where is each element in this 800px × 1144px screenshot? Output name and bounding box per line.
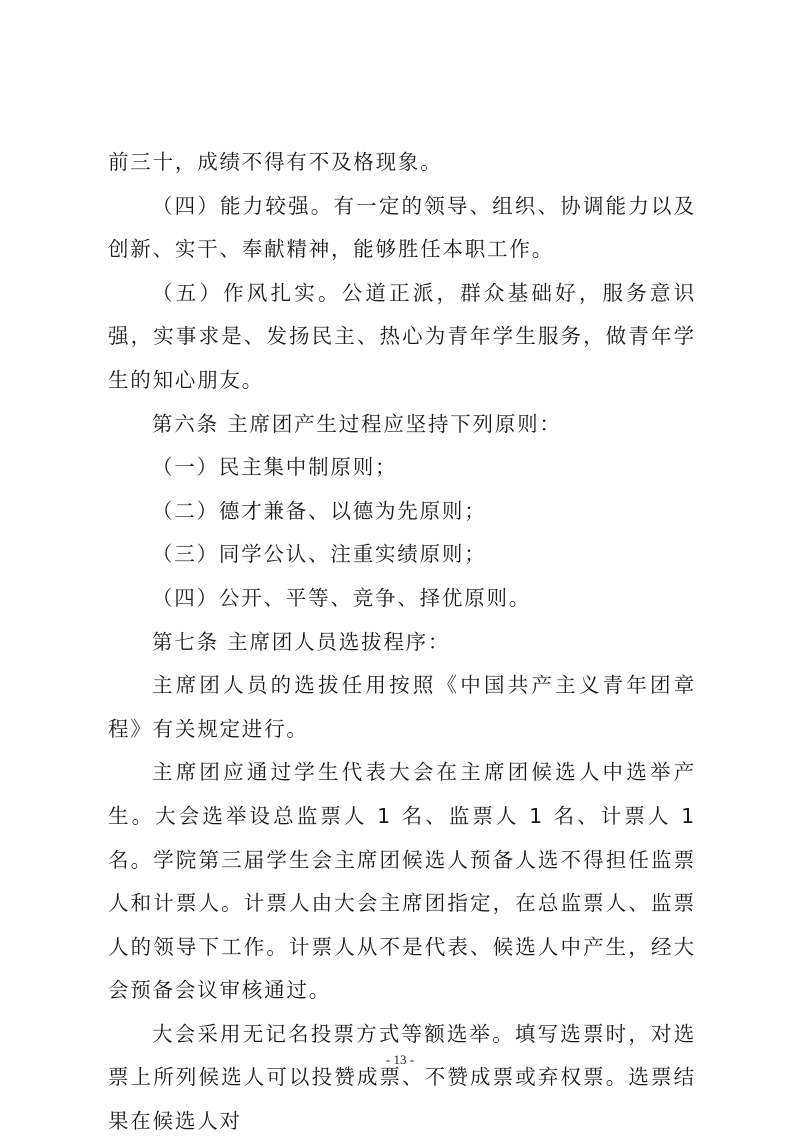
paragraph-2: （四）能力较强。有一定的领导、组织、协调能力以及创新、实干、奉献精神，能够胜任本职工作。: [108, 193, 696, 262]
principle-4: （四）公开、平等、竞争、择优原则。: [152, 585, 532, 610]
principle-3: （三）同学公认、注重实绩原则；: [152, 542, 487, 567]
paragraph-3: （五）作风扎实。公道正派，群众基础好，服务意识强，实事求是、发扬民主、热心为青年学生服务，做青年学生的知心朋友。: [108, 280, 696, 392]
principle-1: （一）民主集中制原则；: [152, 455, 398, 480]
paragraph-selection-rules: 主席团人员的选拔任用按照《中国共产主义青年团章程》有关规定进行。: [108, 673, 696, 741]
page-number: - 13 -: [385, 1052, 415, 1067]
paragraph-election: 主席团应通过学生代表大会在主席团候选人中选举产生。大会选举设总监票人 1 名、监票人 1 名、计票人 1 名。学院第三届学生会主席团候选人预备人选不得担任监票人和计票人。计票人由大会主席团指定，在总监票人、监票人的领导下工作。计票人从不是代表、候选人中产生，经大会预备会议审核通过。: [108, 760, 696, 1003]
article-6-heading: 第六条 主席团产生过程应坚持下列原则：: [152, 411, 562, 436]
article-7-heading: 第七条 主席团人员选拔程序：: [152, 629, 451, 654]
principle-2: （二）德才兼备、以德为先原则；: [152, 498, 487, 523]
document-body: [108, 141, 696, 1144]
paragraph-voting: 大会采用无记名投票方式等额选举。填写选票时，对选票上所列候选人可以投赞成票、不赞成票或弃权票。选票结果在候选人对: [108, 1021, 696, 1134]
paragraph-1: 前三十，成绩不得有不及格现象。: [108, 150, 443, 174]
